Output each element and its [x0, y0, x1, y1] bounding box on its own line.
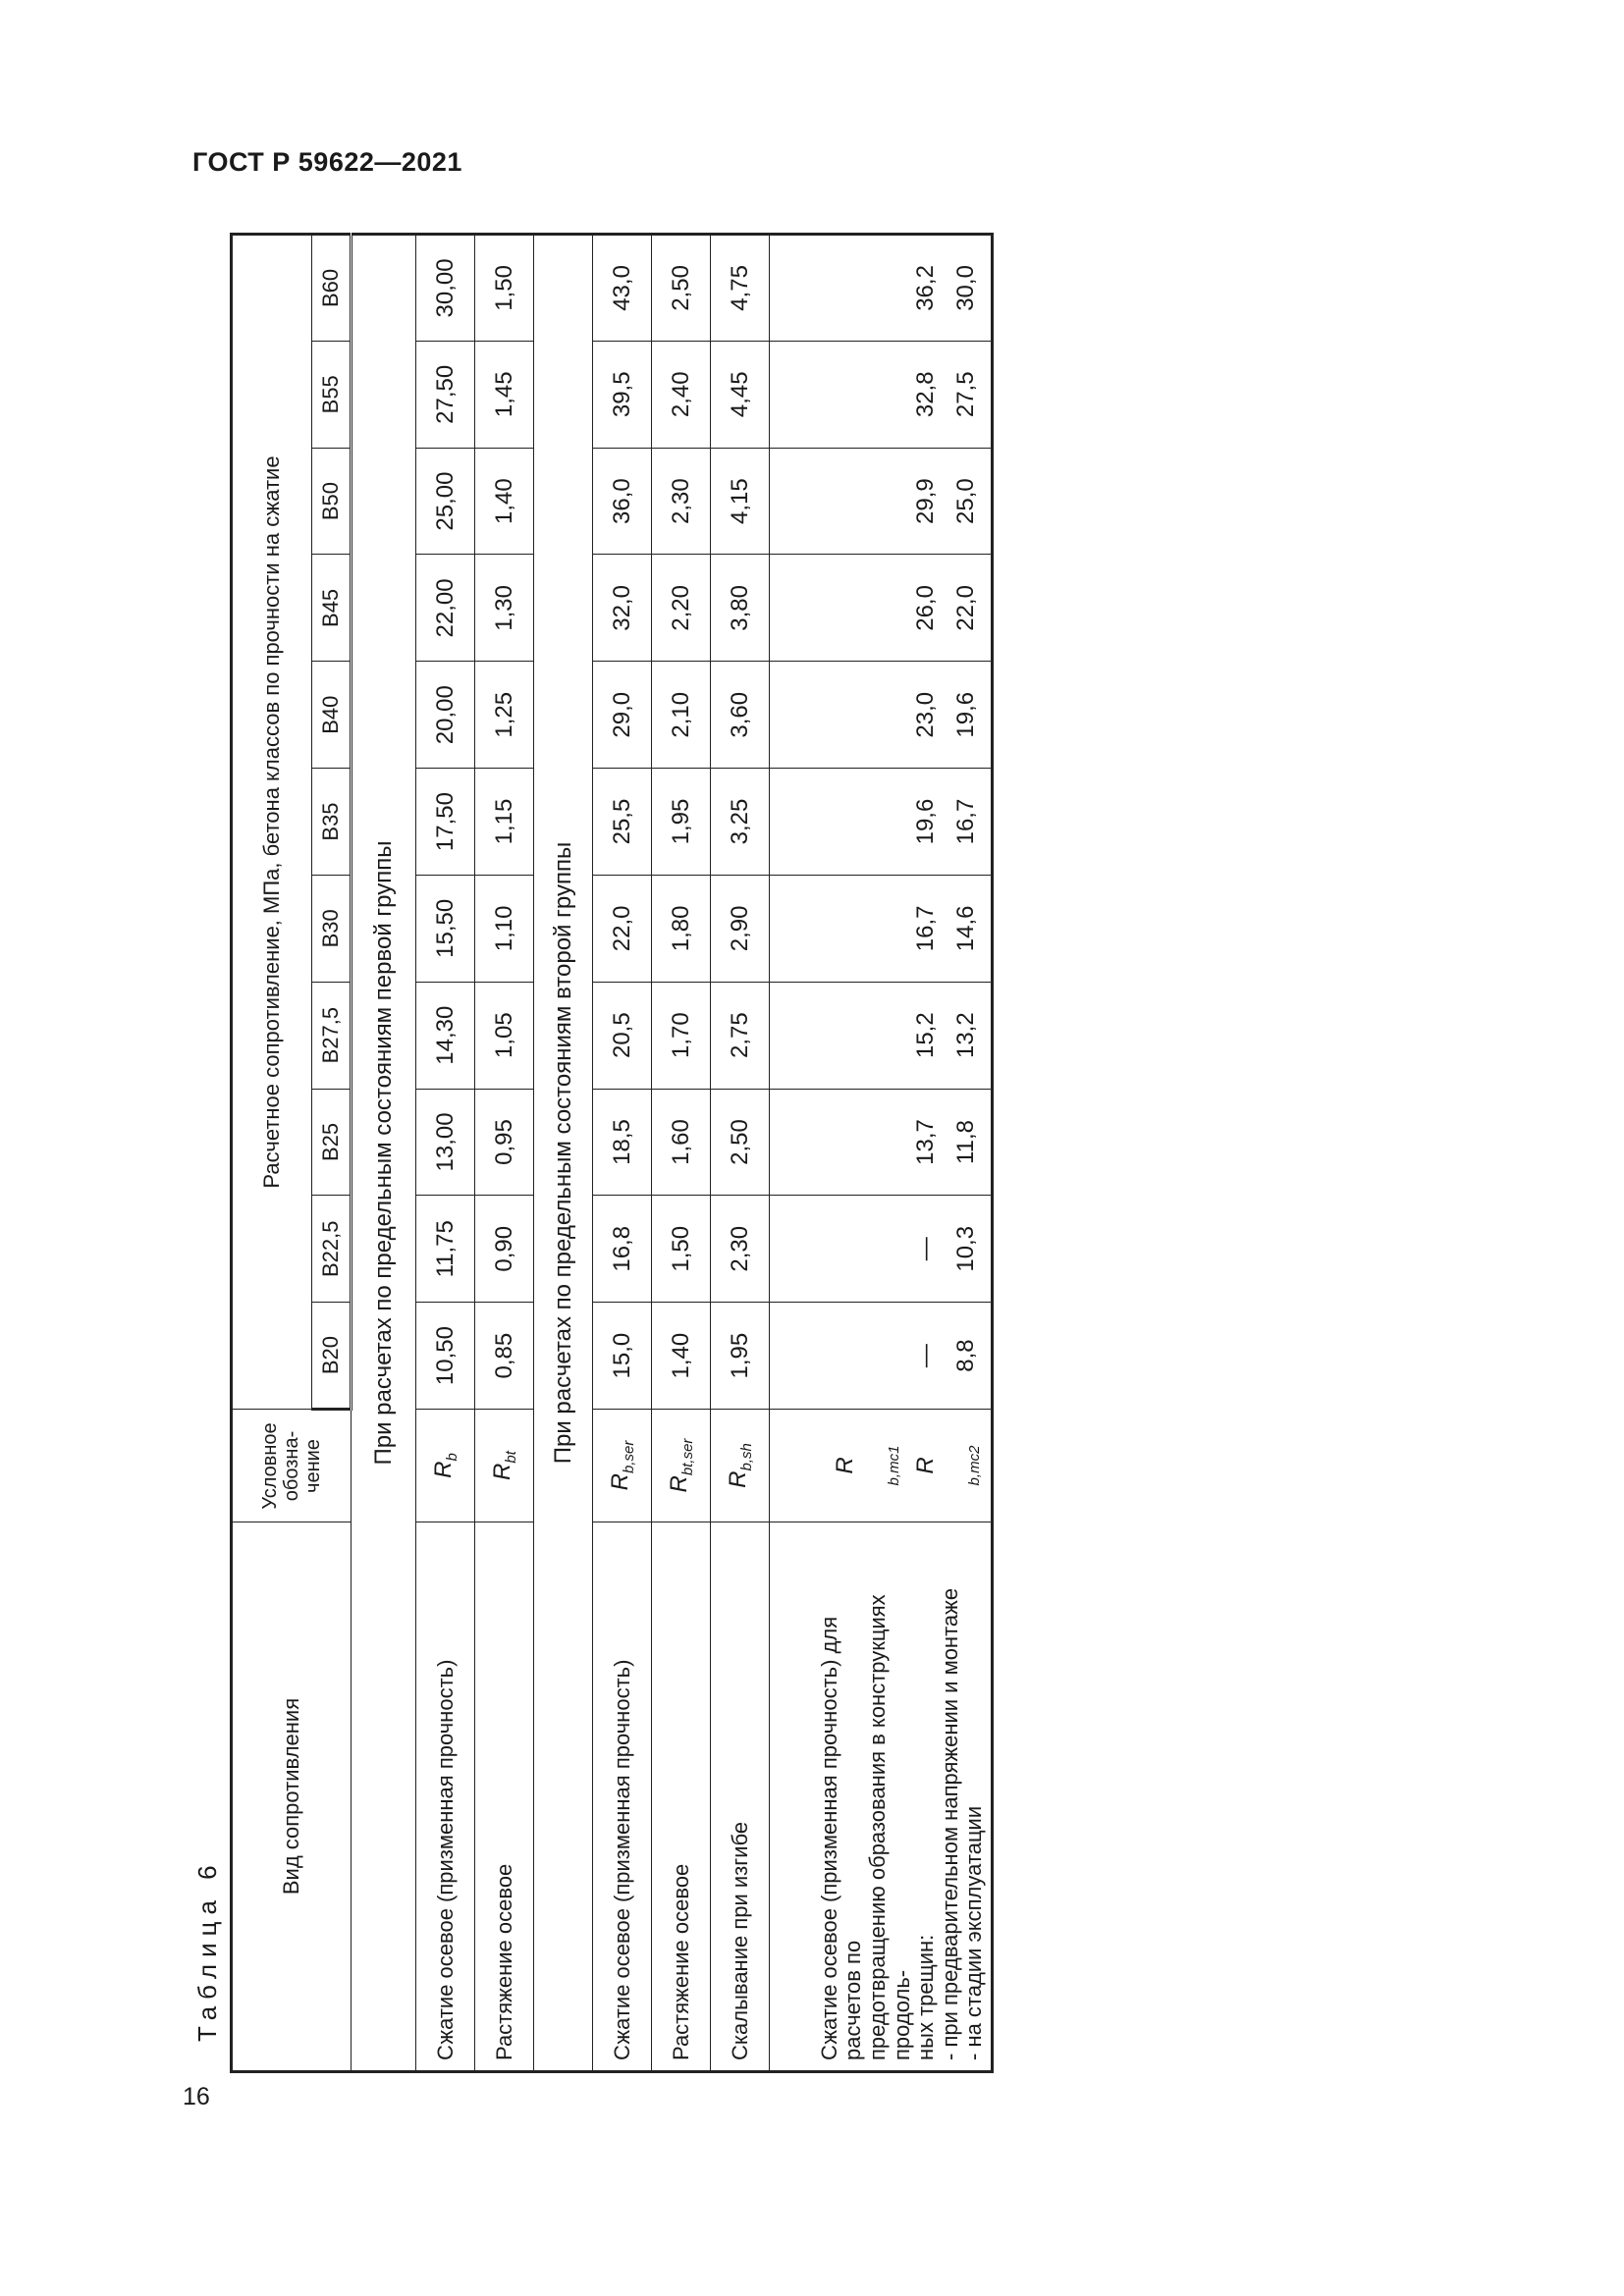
value-cell: 2,40: [652, 341, 711, 448]
value-cell: 20,00: [416, 662, 475, 769]
kind-line: ных трещин:: [913, 1934, 939, 2060]
resistance-kind: Растяжение осевое: [652, 1522, 711, 2072]
value-cell: 1,30: [475, 555, 534, 662]
symbol: $R_{b,sh}$: [711, 1410, 770, 1522]
value-cell: 1,60: [652, 1089, 711, 1196]
class-header: B20: [312, 1303, 352, 1410]
class-header: B40: [312, 662, 352, 769]
value-cell: 1,50: [475, 235, 534, 342]
value-cell: 32,0: [593, 555, 652, 662]
value-cell: 1,45: [475, 341, 534, 448]
page-number: 16: [183, 2083, 210, 2110]
value-cell: 1,40: [475, 448, 534, 555]
value-cell: 2,20: [652, 555, 711, 662]
table-row: [770, 235, 993, 2072]
class-header: B55: [312, 341, 352, 448]
value-cell: 17,50: [416, 769, 475, 876]
value-cell: 0,90: [475, 1196, 534, 1303]
symbol: $R_b$: [416, 1410, 475, 1522]
value-cell: 11,75: [416, 1196, 475, 1303]
resistance-kind: Растяжение осевое: [475, 1522, 534, 2072]
kind-line: предотвращению образования в конструкциях продоль-: [864, 1594, 914, 2060]
value-cell: 1,40: [652, 1303, 711, 1410]
class-header: B50: [312, 448, 352, 555]
value-cell: 4,45: [711, 341, 770, 448]
value-cell: 2,30: [711, 1196, 770, 1303]
class-header: B45: [312, 555, 352, 662]
table-row: [652, 235, 711, 2072]
kind-line: Сжатие осевое (призменная прочность) для расчетов по: [816, 1616, 866, 2060]
value-cell: 2,30: [652, 448, 711, 555]
value-cell: 2,10: [652, 662, 711, 769]
value-cell: 13,7 11,8: [770, 1089, 993, 1196]
document-header: ГОСТ Р 59622—2021: [192, 147, 462, 177]
value-cell: 16,7 14,6: [770, 875, 993, 982]
symbol: R $_{b,mc1}$ R $_{b,mc2}$: [770, 1410, 993, 1522]
value-cell: 13,00: [416, 1089, 475, 1196]
value-cell: 2,50: [652, 235, 711, 342]
resistance-kind: [770, 1522, 993, 2072]
value-cell: 0,95: [475, 1089, 534, 1196]
value-cell: 25,00: [416, 448, 475, 555]
symbol: $R_{bt,ser}$: [652, 1410, 711, 1522]
resistance-kind: Сжатие осевое (призменная прочность): [593, 1522, 652, 2072]
class-header: B27,5: [312, 982, 352, 1089]
value-cell: 25,5: [593, 769, 652, 876]
kind-line: - при предварительном напряжении и монтаже: [937, 1587, 962, 2060]
value-cell: 1,95: [652, 769, 711, 876]
resistance-kind: Скалывание при изгибе: [711, 1522, 770, 2072]
value-cell: 1,80: [652, 875, 711, 982]
value-cell: — 10,3: [770, 1196, 993, 1303]
header-symbol: Условное обозна-чение: [232, 1410, 352, 1522]
table-row: [475, 235, 534, 2072]
header-group: Расчетное сопротивление, МПа, бетона классов по прочности на сжатие: [232, 235, 312, 1410]
value-cell: 29,9 25,0: [770, 448, 993, 555]
section-heading: При расчетах по предельным состояниям первой группы: [352, 235, 416, 2072]
value-cell: 29,0: [593, 662, 652, 769]
value-cell: 32,8 27,5: [770, 341, 993, 448]
section-heading: При расчетах по предельным состояниям второй группы: [534, 235, 593, 2072]
value-cell: 22,00: [416, 555, 475, 662]
value-cell: 14,30: [416, 982, 475, 1089]
symbol: $R_{b,ser}$: [593, 1410, 652, 1522]
value-cell: 36,2 30,0: [770, 235, 993, 342]
value-cell: 3,60: [711, 662, 770, 769]
value-cell: 1,70: [652, 982, 711, 1089]
value-cell: 3,25: [711, 769, 770, 876]
value-cell: — 8,8: [770, 1303, 993, 1410]
value-cell: 18,5: [593, 1089, 652, 1196]
table-container: [230, 233, 994, 2073]
value-cell: 23,0 19,6: [770, 662, 993, 769]
value-cell: 43,0: [593, 235, 652, 342]
value-cell: 4,15: [711, 448, 770, 555]
value-cell: 15,50: [416, 875, 475, 982]
class-header: B60: [312, 235, 352, 342]
value-cell: 2,75: [711, 982, 770, 1089]
value-cell: 1,10: [475, 875, 534, 982]
value-cell: 30,00: [416, 235, 475, 342]
value-cell: 4,75: [711, 235, 770, 342]
value-cell: 2,50: [711, 1089, 770, 1196]
value-cell: 16,8: [593, 1196, 652, 1303]
table-caption: Таблица 6: [192, 1858, 222, 2042]
value-cell: 1,95: [711, 1303, 770, 1410]
value-cell: 10,50: [416, 1303, 475, 1410]
value-cell: 1,15: [475, 769, 534, 876]
symbol: $R_{bt}$: [475, 1410, 534, 1522]
table-row: [593, 235, 652, 2072]
class-header: B22,5: [312, 1196, 352, 1303]
value-cell: 1,25: [475, 662, 534, 769]
value-cell: 39,5: [593, 341, 652, 448]
value-cell: 15,2 13,2: [770, 982, 993, 1089]
value-cell: 36,0: [593, 448, 652, 555]
value-cell: 15,0: [593, 1303, 652, 1410]
table-row: [416, 235, 475, 2072]
value-cell: 1,05: [475, 982, 534, 1089]
value-cell: 22,0: [593, 875, 652, 982]
kind-line: - на стадии эксплуатации: [961, 1805, 987, 2060]
value-cell: 1,50: [652, 1196, 711, 1303]
value-cell: 27,50: [416, 341, 475, 448]
class-header: B30: [312, 875, 352, 982]
value-cell: 2,90: [711, 875, 770, 982]
value-cell: 19,6 16,7: [770, 769, 993, 876]
value-cell: 26,0 22,0: [770, 555, 993, 662]
resistance-table: [230, 233, 994, 2073]
header-kind: Вид сопротивления: [232, 1522, 352, 2072]
class-header: B35: [312, 769, 352, 876]
value-cell: 20,5: [593, 982, 652, 1089]
resistance-kind: Сжатие осевое (призменная прочность): [416, 1522, 475, 2072]
value-cell: 0,85: [475, 1303, 534, 1410]
value-cell: 3,80: [711, 555, 770, 662]
table-row: [711, 235, 770, 2072]
class-header: B25: [312, 1089, 352, 1196]
